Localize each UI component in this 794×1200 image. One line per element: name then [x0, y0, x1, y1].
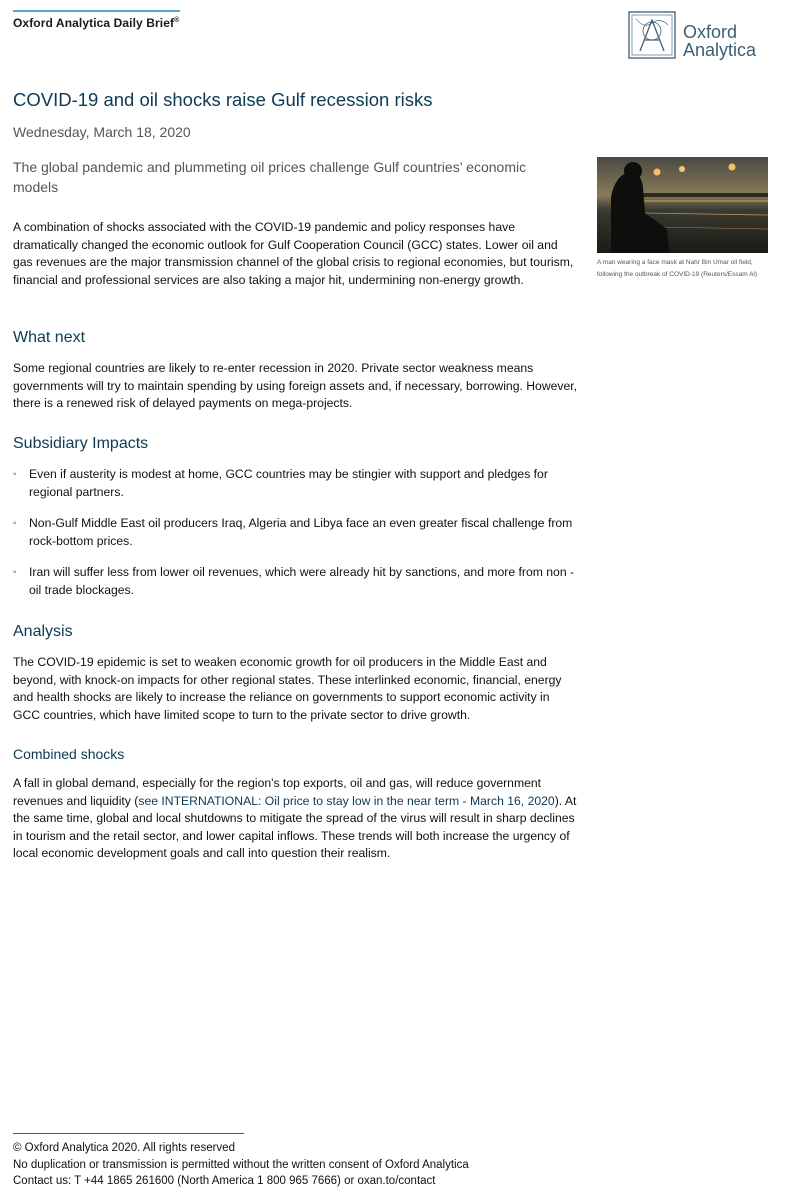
impact-list-item [13, 564, 578, 599]
impact-list-item [13, 466, 578, 501]
heading-subsidiary-impacts: Subsidiary Impacts [13, 435, 149, 452]
impact-text: Iran will suffer less from lower oil revenues, which were already hit by sanctions, and more from non -oil trade blockages. [29, 565, 575, 597]
footer-divider [13, 1133, 244, 1134]
bullet-icon: ◦ [13, 469, 17, 480]
footer-copyright: © Oxford Analytica 2020. All rights reserved [13, 1142, 235, 1154]
footer-notice: No duplication or transmission is permitted without the written consent of Oxford Analytica [13, 1158, 469, 1171]
summary-paragraph: A combination of shocks associated with the COVID-19 pandemic and policy responses have dramatically changed the economic outlook for Gulf Cooperation Council (GCC) states. Lower oil and gas revenues are the major transmission channel of the global crisis to regional economies, but tourism, financial and professional services are also taking a major hit, undermining non-energy growth. [13, 220, 574, 287]
article-photo [597, 157, 768, 253]
logo-emblem-icon [628, 11, 676, 59]
impact-list-item [13, 515, 578, 550]
combined-shocks-paragraph: A fall in global demand, especially for the region's top exports, oil and gas, will reduce government revenues and liquidity (see INTERNATIONAL: Oil price to stay low in the near term - March 16, 2020). At the same time, global and local shutdowns to mitigate the spread of the virus will result in sharp declines in tourism and the retail sector, and lower capital inflows. These trends will both increase the urgency of local economic development goals and call into question their realism. [13, 776, 577, 860]
heading-what-next: What next [13, 329, 86, 346]
brand-title: Oxford Analytica Daily Brief® [13, 16, 180, 30]
photo-caption: A man wearing a face mask at Nahr Bin Umar oil field, following the outbreak of COVID-19 (Reuters/Essam Al) [597, 259, 758, 278]
brand-accent-line [13, 10, 180, 12]
related-article-link[interactable]: see INTERNATIONAL: Oil price to stay low in the near term - March 16, 2020 [138, 793, 555, 808]
logo-wordmark: Oxford Analytica [683, 22, 757, 60]
page-footer [13, 1140, 469, 1190]
impact-text: Non-Gulf Middle East oil producers Iraq, Algeria and Libya face an even greater fiscal challenge from rock-bottom prices. [29, 516, 573, 548]
what-next-paragraph: Some regional countries are likely to re-enter recession in 2020. Private sector weakness means governments will try to maintain spending by using foreign assets and, if necessary, borrowing. However, there is a renewed risk of delayed payments on mega-projects. [13, 361, 578, 410]
heading-analysis: Analysis [13, 623, 73, 640]
article-date: Wednesday, March 18, 2020 [13, 124, 191, 140]
bullet-icon: ◦ [13, 567, 17, 578]
analysis-paragraph: The COVID-19 epidemic is set to weaken economic growth for oil producers in the Middle East and beyond, with knock-on impacts for other regional states. These interlinked economic, financial, energy and health shocks are likely to increase the reliance on governments to support economic activity in GCC countries, which have limited scope to turn to the private sector to drive growth. [13, 655, 562, 722]
article-title: COVID-19 and oil shocks raise Gulf recession risks [13, 89, 433, 110]
heading-combined-shocks: Combined shocks [13, 746, 125, 762]
bullet-icon: ◦ [13, 518, 17, 529]
impact-text: Even if austerity is modest at home, GCC countries may be stingier with support and pledges for regional partners. [29, 467, 548, 499]
article-lead: The global pandemic and plummeting oil prices challenge Gulf countries’ economic models [13, 159, 527, 195]
oxford-analytica-logo[interactable] [628, 11, 778, 61]
footer-contact: Contact us: T +44 1865 261600 (North America 1 800 965 7666) or oxan.to/contact [13, 1175, 436, 1187]
